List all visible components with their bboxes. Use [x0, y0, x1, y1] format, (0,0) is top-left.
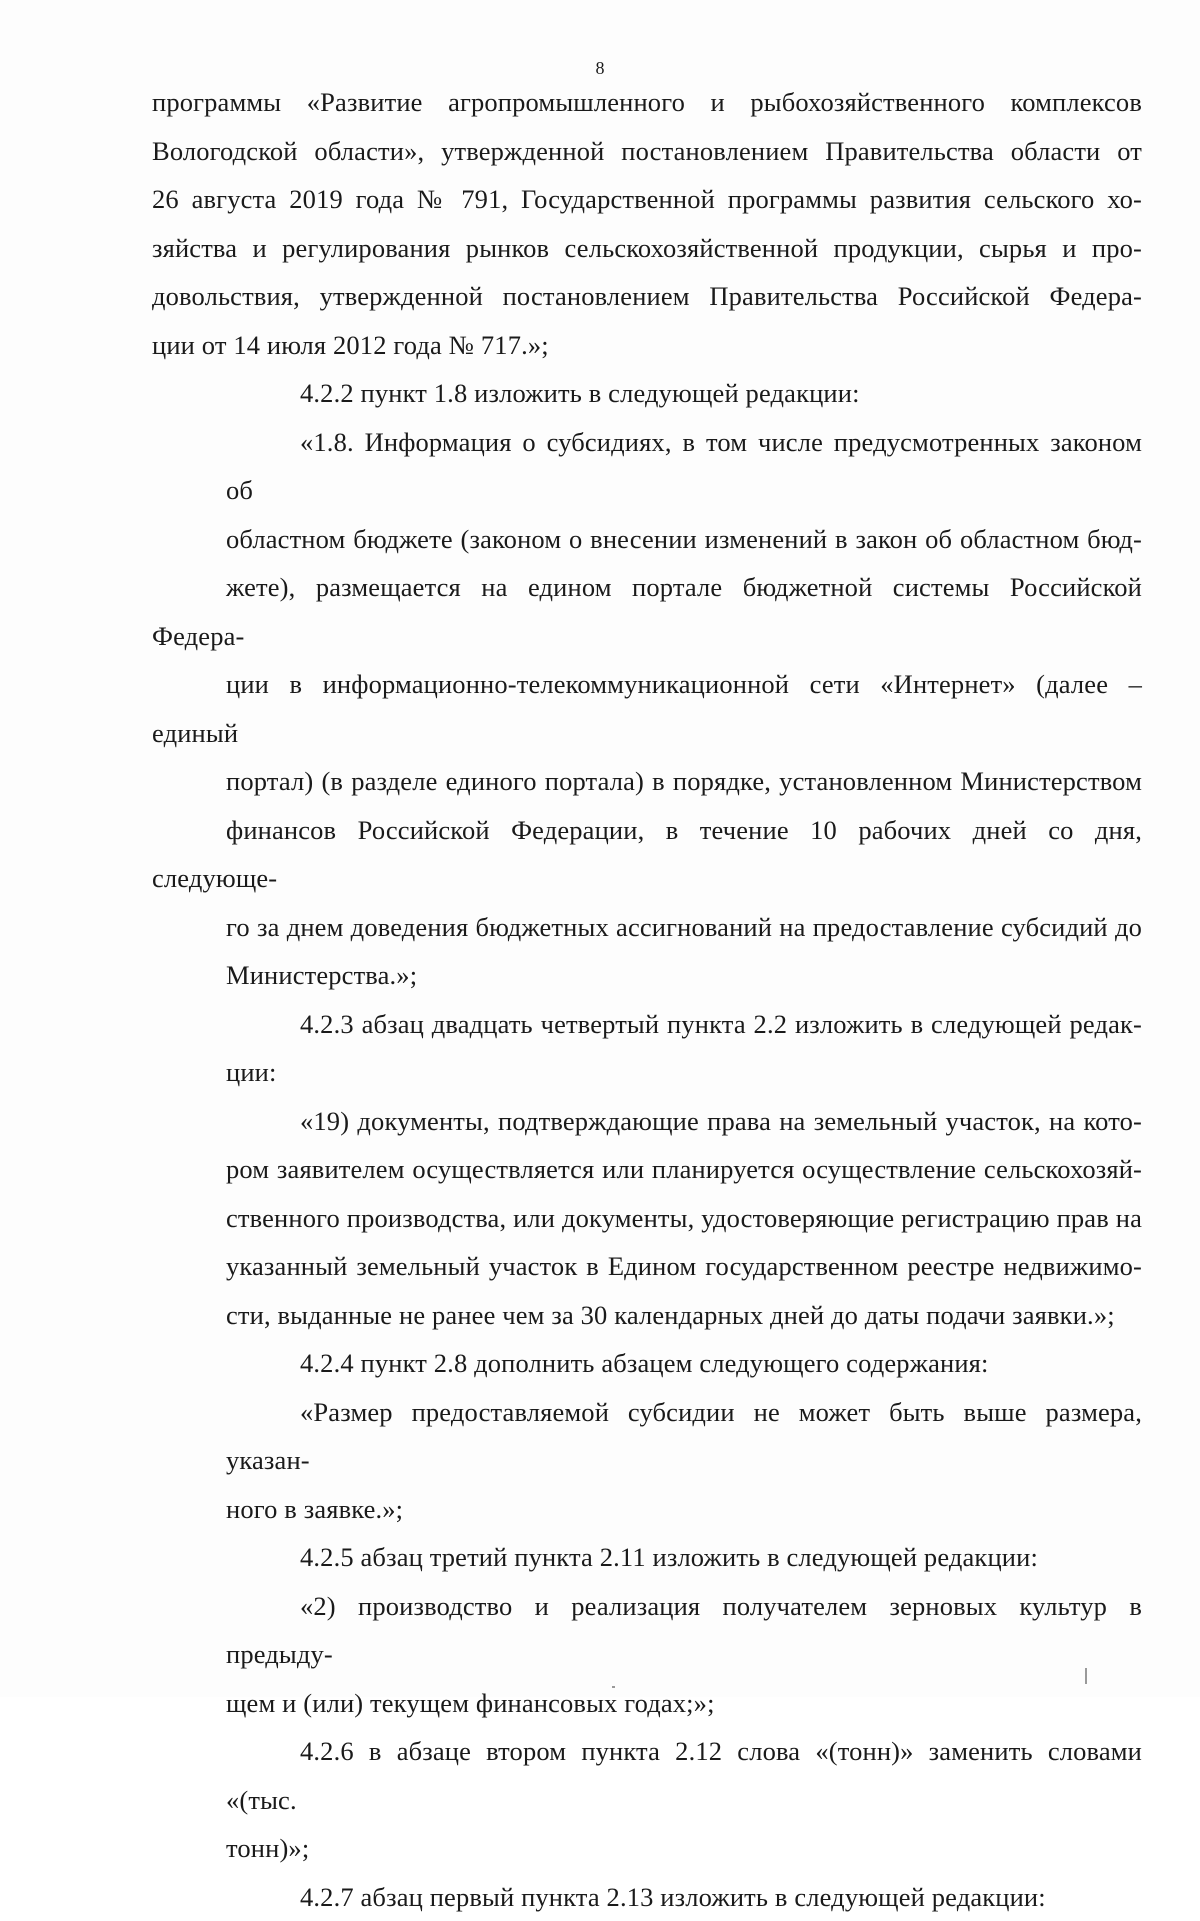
- text-line: 4.2.4 пункт 2.8 дополнить абзацем следующего содержания:: [152, 1339, 1142, 1388]
- text-line: областном бюджете (законом о внесении изменений в закон об областном бюд-: [152, 515, 1142, 564]
- paragraph-quote-19: [152, 1097, 1142, 1340]
- page-number: 8: [0, 58, 1200, 78]
- paragraph-item-4-2-5: [152, 1533, 1142, 1582]
- scan-artifact-mark: [1085, 1668, 1087, 1684]
- text-line: жете), размещается на едином портале бюджетной системы Российской Федера-: [152, 563, 1142, 660]
- text-line: «2) производство и реализация получателем зерновых культур в предыду-: [152, 1582, 1142, 1679]
- text-line: щем и (или) текущем финансовых годах;»;: [152, 1679, 1142, 1728]
- paragraph-quote-size: [152, 1388, 1142, 1534]
- text-line: 4.2.6 в абзаце втором пункта 2.12 слова «(тонн)» заменить словами «(тыс.: [152, 1727, 1142, 1824]
- text-line: 4.2.2 пункт 1.8 изложить в следующей редакции:: [152, 369, 1142, 418]
- text-line: тонн)»;: [152, 1824, 1142, 1873]
- text-line: Министерства.»;: [152, 951, 1142, 1000]
- paragraph-quote-1-8: [152, 418, 1142, 1000]
- text-line: 4.2.7 абзац первый пункта 2.13 изложить в следующей редакции:: [152, 1873, 1142, 1921]
- text-line: ного в заявке.»;: [152, 1485, 1142, 1534]
- text-line: 26 августа 2019 года № 791, Государственной программы развития сельского хо-: [152, 175, 1142, 224]
- text-line: ственного производства, или документы, удостоверяющие регистрацию прав на: [152, 1194, 1142, 1243]
- text-line: довольствия, утвержденной постановлением Правительства Российской Федера-: [152, 272, 1142, 321]
- text-line: го за днем доведения бюджетных ассигнований на предоставление субсидий до: [152, 903, 1142, 952]
- paragraph-item-4-2-4: [152, 1339, 1142, 1388]
- document-body: [152, 78, 1142, 1921]
- paragraph-continuation: [152, 78, 1142, 369]
- paragraph-item-4-2-7: [152, 1873, 1142, 1921]
- text-line: зяйства и регулирования рынков сельскохозяйственной продукции, сырья и про-: [152, 224, 1142, 273]
- text-line: ции:: [152, 1048, 1142, 1097]
- text-line: программы «Развитие агропромышленного и рыбохозяйственного комплексов: [152, 78, 1142, 127]
- text-line: ром заявителем осуществляется или планируется осуществление сельскохозяй-: [152, 1145, 1142, 1194]
- paragraph-quote-2: [152, 1582, 1142, 1728]
- paragraph-item-4-2-6: [152, 1727, 1142, 1873]
- text-line: ции от 14 июля 2012 года № 717.»;: [152, 321, 1142, 370]
- paragraph-item-4-2-2: [152, 369, 1142, 418]
- text-line: Вологодской области», утвержденной постановлением Правительства области от: [152, 127, 1142, 176]
- text-line: «19) документы, подтверждающие права на земельный участок, на кото-: [152, 1097, 1142, 1146]
- paragraph-item-4-2-3: [152, 1000, 1142, 1097]
- text-line: 4.2.3 абзац двадцать четвертый пункта 2.2 изложить в следующей редак-: [152, 1000, 1142, 1049]
- text-line: «1.8. Информация о субсидиях, в том числе предусмотренных законом об: [152, 418, 1142, 515]
- scan-artifact-dot: [612, 1686, 615, 1688]
- text-line: 4.2.5 абзац третий пункта 2.11 изложить в следующей редакции:: [152, 1533, 1142, 1582]
- text-line: ции в информационно-телекоммуникационной сети «Интернет» (далее – единый: [152, 660, 1142, 757]
- text-line: сти, выданные не ранее чем за 30 календарных дней до даты подачи заявки.»;: [152, 1291, 1142, 1340]
- text-line: портал) (в разделе единого портала) в порядке, установленном Министерством: [152, 757, 1142, 806]
- text-line: финансов Российской Федерации, в течение 10 рабочих дней со дня, следующе-: [152, 806, 1142, 903]
- text-line: указанный земельный участок в Едином государственном реестре недвижимо-: [152, 1242, 1142, 1291]
- text-line: «Размер предоставляемой субсидии не может быть выше размера, указан-: [152, 1388, 1142, 1485]
